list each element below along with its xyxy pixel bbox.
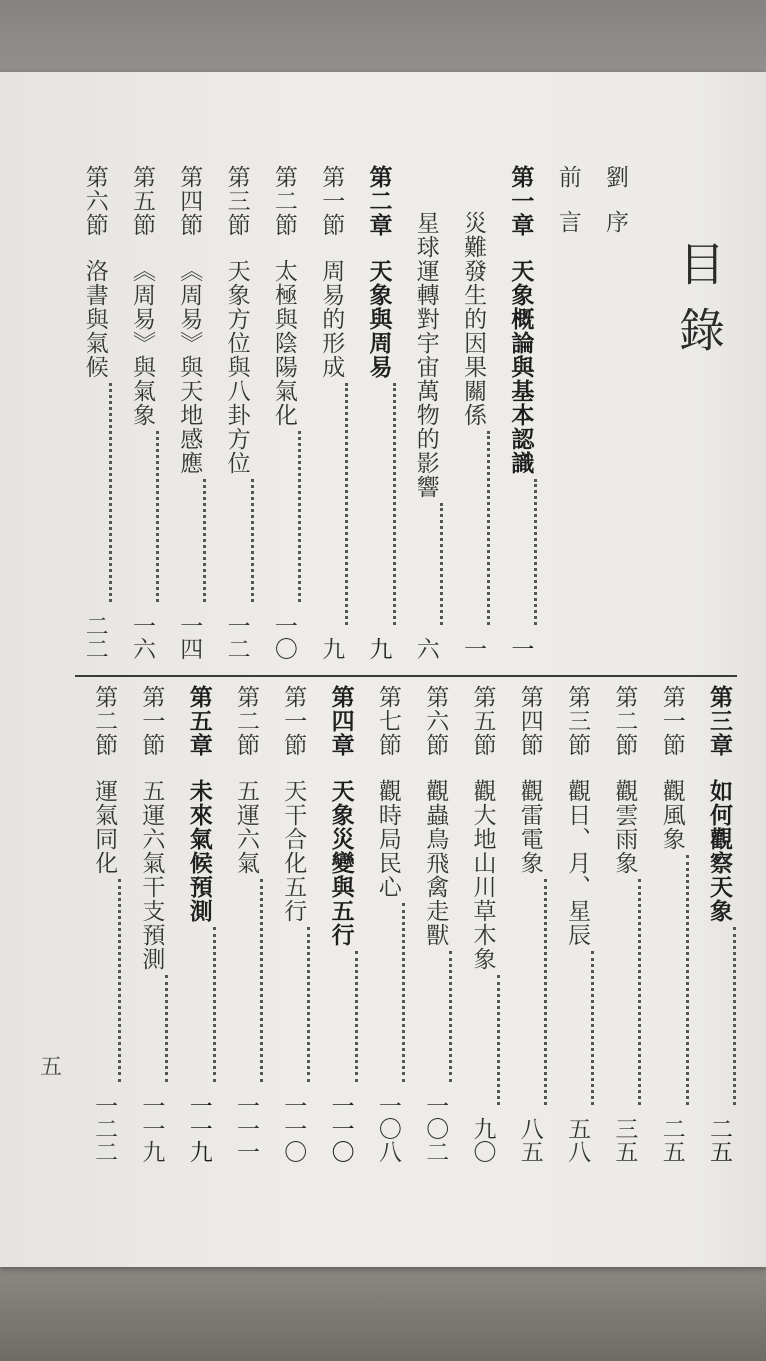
toc-entry <box>324 685 358 1163</box>
toc-entry <box>371 685 405 1163</box>
entry-label: 第五節 <box>129 165 155 237</box>
entry-label: 第六節 <box>422 685 449 757</box>
entry-label: 第三章 <box>706 685 733 757</box>
dot-leader-line <box>534 479 537 625</box>
page-title: 目錄 <box>672 240 726 372</box>
entry-page-number: 一一〇 <box>280 1094 307 1163</box>
entry-label: 第二節 <box>91 685 118 757</box>
toc-entry <box>220 165 254 660</box>
toc-entry <box>267 165 301 660</box>
toc-entry <box>409 165 443 660</box>
entry-page-number: 一〇八 <box>374 1094 401 1163</box>
dot-leader <box>702 923 736 1109</box>
dot-leader <box>78 379 112 606</box>
entry-label: 第一節 <box>138 685 165 757</box>
entry-page-number: 一二 <box>223 614 250 660</box>
page-number: 五 <box>40 1055 63 1080</box>
entry-page-number: 一〇 <box>270 614 297 660</box>
dot-leader <box>466 971 500 1109</box>
dot-leader <box>267 427 301 606</box>
entry-title: 五運六氣干支預測 <box>138 779 165 971</box>
dot-leader <box>220 475 254 606</box>
toc-entry <box>182 685 216 1163</box>
toc-entry <box>418 685 452 1163</box>
dot-leader-line <box>213 927 216 1082</box>
entry-title: 觀雷電象 <box>516 779 543 875</box>
entry-label: 第三節 <box>223 165 250 237</box>
toc-entry <box>87 685 121 1163</box>
entry-page-number: 九〇 <box>469 1117 496 1163</box>
entry-label: 第三節 <box>564 685 591 757</box>
dot-leader-line <box>260 879 263 1082</box>
toc-entry <box>78 165 112 660</box>
dot-leader <box>418 947 452 1086</box>
entry-page-number: 一二二 <box>91 1094 118 1163</box>
entry-label: 第一節 <box>280 685 307 757</box>
entry-title: 天象概論與基本認識 <box>507 259 535 475</box>
entry-page-number: 八五 <box>516 1117 543 1163</box>
dot-leader-line <box>544 879 547 1105</box>
dot-leader-line <box>733 927 736 1105</box>
entry-page-number: 九 <box>365 637 392 660</box>
dot-leader-line <box>402 903 405 1082</box>
toc-entry <box>513 685 547 1163</box>
divider <box>75 675 737 677</box>
entry-page-number: 一一九 <box>138 1094 165 1163</box>
dot-leader-line <box>298 431 301 602</box>
entry-label: 前 <box>554 165 581 210</box>
dot-leader <box>362 379 396 629</box>
toc-entry <box>655 685 689 1163</box>
background-bottom <box>0 1262 766 1361</box>
dot-leader-line <box>487 431 490 625</box>
dot-leader <box>314 379 348 629</box>
entry-title: 太極與陰陽氣化 <box>270 259 297 427</box>
dot-leader <box>371 899 405 1086</box>
entry-label: 第四章 <box>327 685 355 757</box>
entry-title: 觀雲雨象 <box>611 779 638 875</box>
entry-page-number: 一一〇 <box>327 1094 354 1163</box>
toc-entry <box>560 685 594 1163</box>
dot-leader-line <box>203 479 206 602</box>
entry-page-number: 一四 <box>176 614 203 660</box>
dot-leader-line <box>591 951 594 1105</box>
dot-leader <box>87 875 121 1086</box>
dot-leader <box>503 475 537 629</box>
entry-label: 第一節 <box>658 685 685 757</box>
entry-page-number: 一〇二 <box>422 1094 449 1163</box>
entry-label: 第六節 <box>81 165 108 237</box>
entry-page-number: 六 <box>412 637 439 660</box>
entry-title: 未來氣候預測 <box>185 779 213 923</box>
entry-title: 觀大地山川草木象 <box>469 779 496 971</box>
dot-leader <box>125 427 159 606</box>
entry-title: 洛書與氣候 <box>81 259 108 379</box>
entry-title: 天干合化五行 <box>280 779 307 923</box>
dot-leader <box>182 923 216 1086</box>
toc-entry <box>276 685 310 1163</box>
entry-label: 第一章 <box>507 165 535 237</box>
entry-page-number: 九 <box>318 637 345 660</box>
dot-leader-line <box>497 975 500 1105</box>
entry-title: 天象與周易 <box>365 259 393 379</box>
toc-entry <box>125 165 159 660</box>
entry-label: 第七節 <box>374 685 401 757</box>
entry-label: 第二節 <box>611 685 638 757</box>
background-top <box>0 0 766 80</box>
entry-title: 序 <box>602 210 628 255</box>
dot-leader <box>172 475 206 606</box>
entry-title: 《周易》與天地感應 <box>176 259 203 475</box>
dot-leader-line <box>156 431 159 602</box>
entry-title: 觀日、月、星辰 <box>564 779 591 947</box>
entry-page-number: 一 <box>460 637 487 660</box>
toc-entry <box>172 165 206 660</box>
entry-label: 第四節 <box>176 165 203 237</box>
entry-page-number: 一 <box>507 637 534 660</box>
dot-leader <box>607 875 641 1109</box>
entry-page-number: 一六 <box>129 614 155 660</box>
dot-leader <box>276 923 310 1086</box>
entry-page-number: 二二 <box>81 614 108 660</box>
toc-entry <box>503 165 537 660</box>
toc-entry <box>607 685 641 1163</box>
dot-leader-line <box>393 383 396 625</box>
entry-page-number: 一一一 <box>233 1094 259 1163</box>
dot-leader-line <box>449 951 452 1082</box>
entry-page-number: 五八 <box>564 1117 591 1163</box>
entry-page-number: 一一九 <box>185 1094 212 1163</box>
entry-page-number: 二五 <box>658 1117 685 1163</box>
dot-leader <box>560 947 594 1109</box>
preface-heading <box>598 165 632 255</box>
toc-entry <box>466 685 500 1163</box>
dot-leader <box>134 971 168 1086</box>
entry-label: 第二章 <box>365 165 393 237</box>
entry-title: 運氣同化 <box>91 779 118 875</box>
toc-entry <box>134 685 168 1163</box>
dot-leader-line <box>345 383 348 625</box>
dot-leader-line <box>686 855 689 1105</box>
dot-leader-line <box>165 975 168 1082</box>
entry-page-number: 三五 <box>611 1117 638 1163</box>
toc-entry <box>362 165 396 660</box>
entry-label: 劉 <box>602 165 628 210</box>
entry-title: 星球運轉對宇宙萬物的影響 <box>412 211 439 499</box>
entry-title: 觀風象 <box>658 779 685 851</box>
entry-title: 災難發生的因果關係 <box>460 211 487 427</box>
dot-leader-line <box>251 479 254 602</box>
entry-label: 第五節 <box>469 685 496 757</box>
entry-title: 如何觀察天象 <box>706 779 733 923</box>
dot-leader-line <box>638 879 641 1105</box>
toc-entry <box>702 685 736 1163</box>
dot-leader-line <box>307 927 310 1082</box>
dot-leader <box>655 851 689 1109</box>
entry-title: 觀蟲鳥飛禽走獸 <box>422 779 449 947</box>
entry-title: 天象災變與五行 <box>327 779 355 947</box>
entry-label: 第五章 <box>185 685 213 757</box>
toc-entry <box>598 165 632 285</box>
entry-title: 言 <box>554 210 581 255</box>
dot-leader-line <box>109 383 112 602</box>
dot-leader-line <box>355 951 358 1082</box>
toc-entry <box>229 685 263 1163</box>
dot-leader-line <box>118 879 121 1082</box>
dot-leader <box>229 875 263 1086</box>
toc-entry <box>456 165 490 660</box>
entry-label: 第一節 <box>318 165 345 237</box>
entry-page-number: 二五 <box>706 1117 732 1163</box>
preface-heading <box>551 165 585 255</box>
entry-title: 天象方位與八卦方位 <box>223 259 250 475</box>
dot-leader <box>409 499 443 629</box>
entry-title: 觀時局民心 <box>374 779 401 899</box>
entry-label: 第二節 <box>270 165 297 237</box>
entry-label: 第二節 <box>233 685 259 757</box>
dot-leader <box>456 427 490 629</box>
dot-leader <box>324 947 358 1086</box>
entry-title: 《周易》與氣象 <box>129 259 155 427</box>
toc-entry <box>314 165 348 660</box>
entry-title: 周易的形成 <box>318 259 345 379</box>
toc-entry <box>551 165 585 285</box>
entry-label: 第四節 <box>516 685 543 757</box>
dot-leader-line <box>440 503 443 625</box>
dot-leader <box>513 875 547 1109</box>
entry-title: 五運六氣 <box>233 779 259 875</box>
